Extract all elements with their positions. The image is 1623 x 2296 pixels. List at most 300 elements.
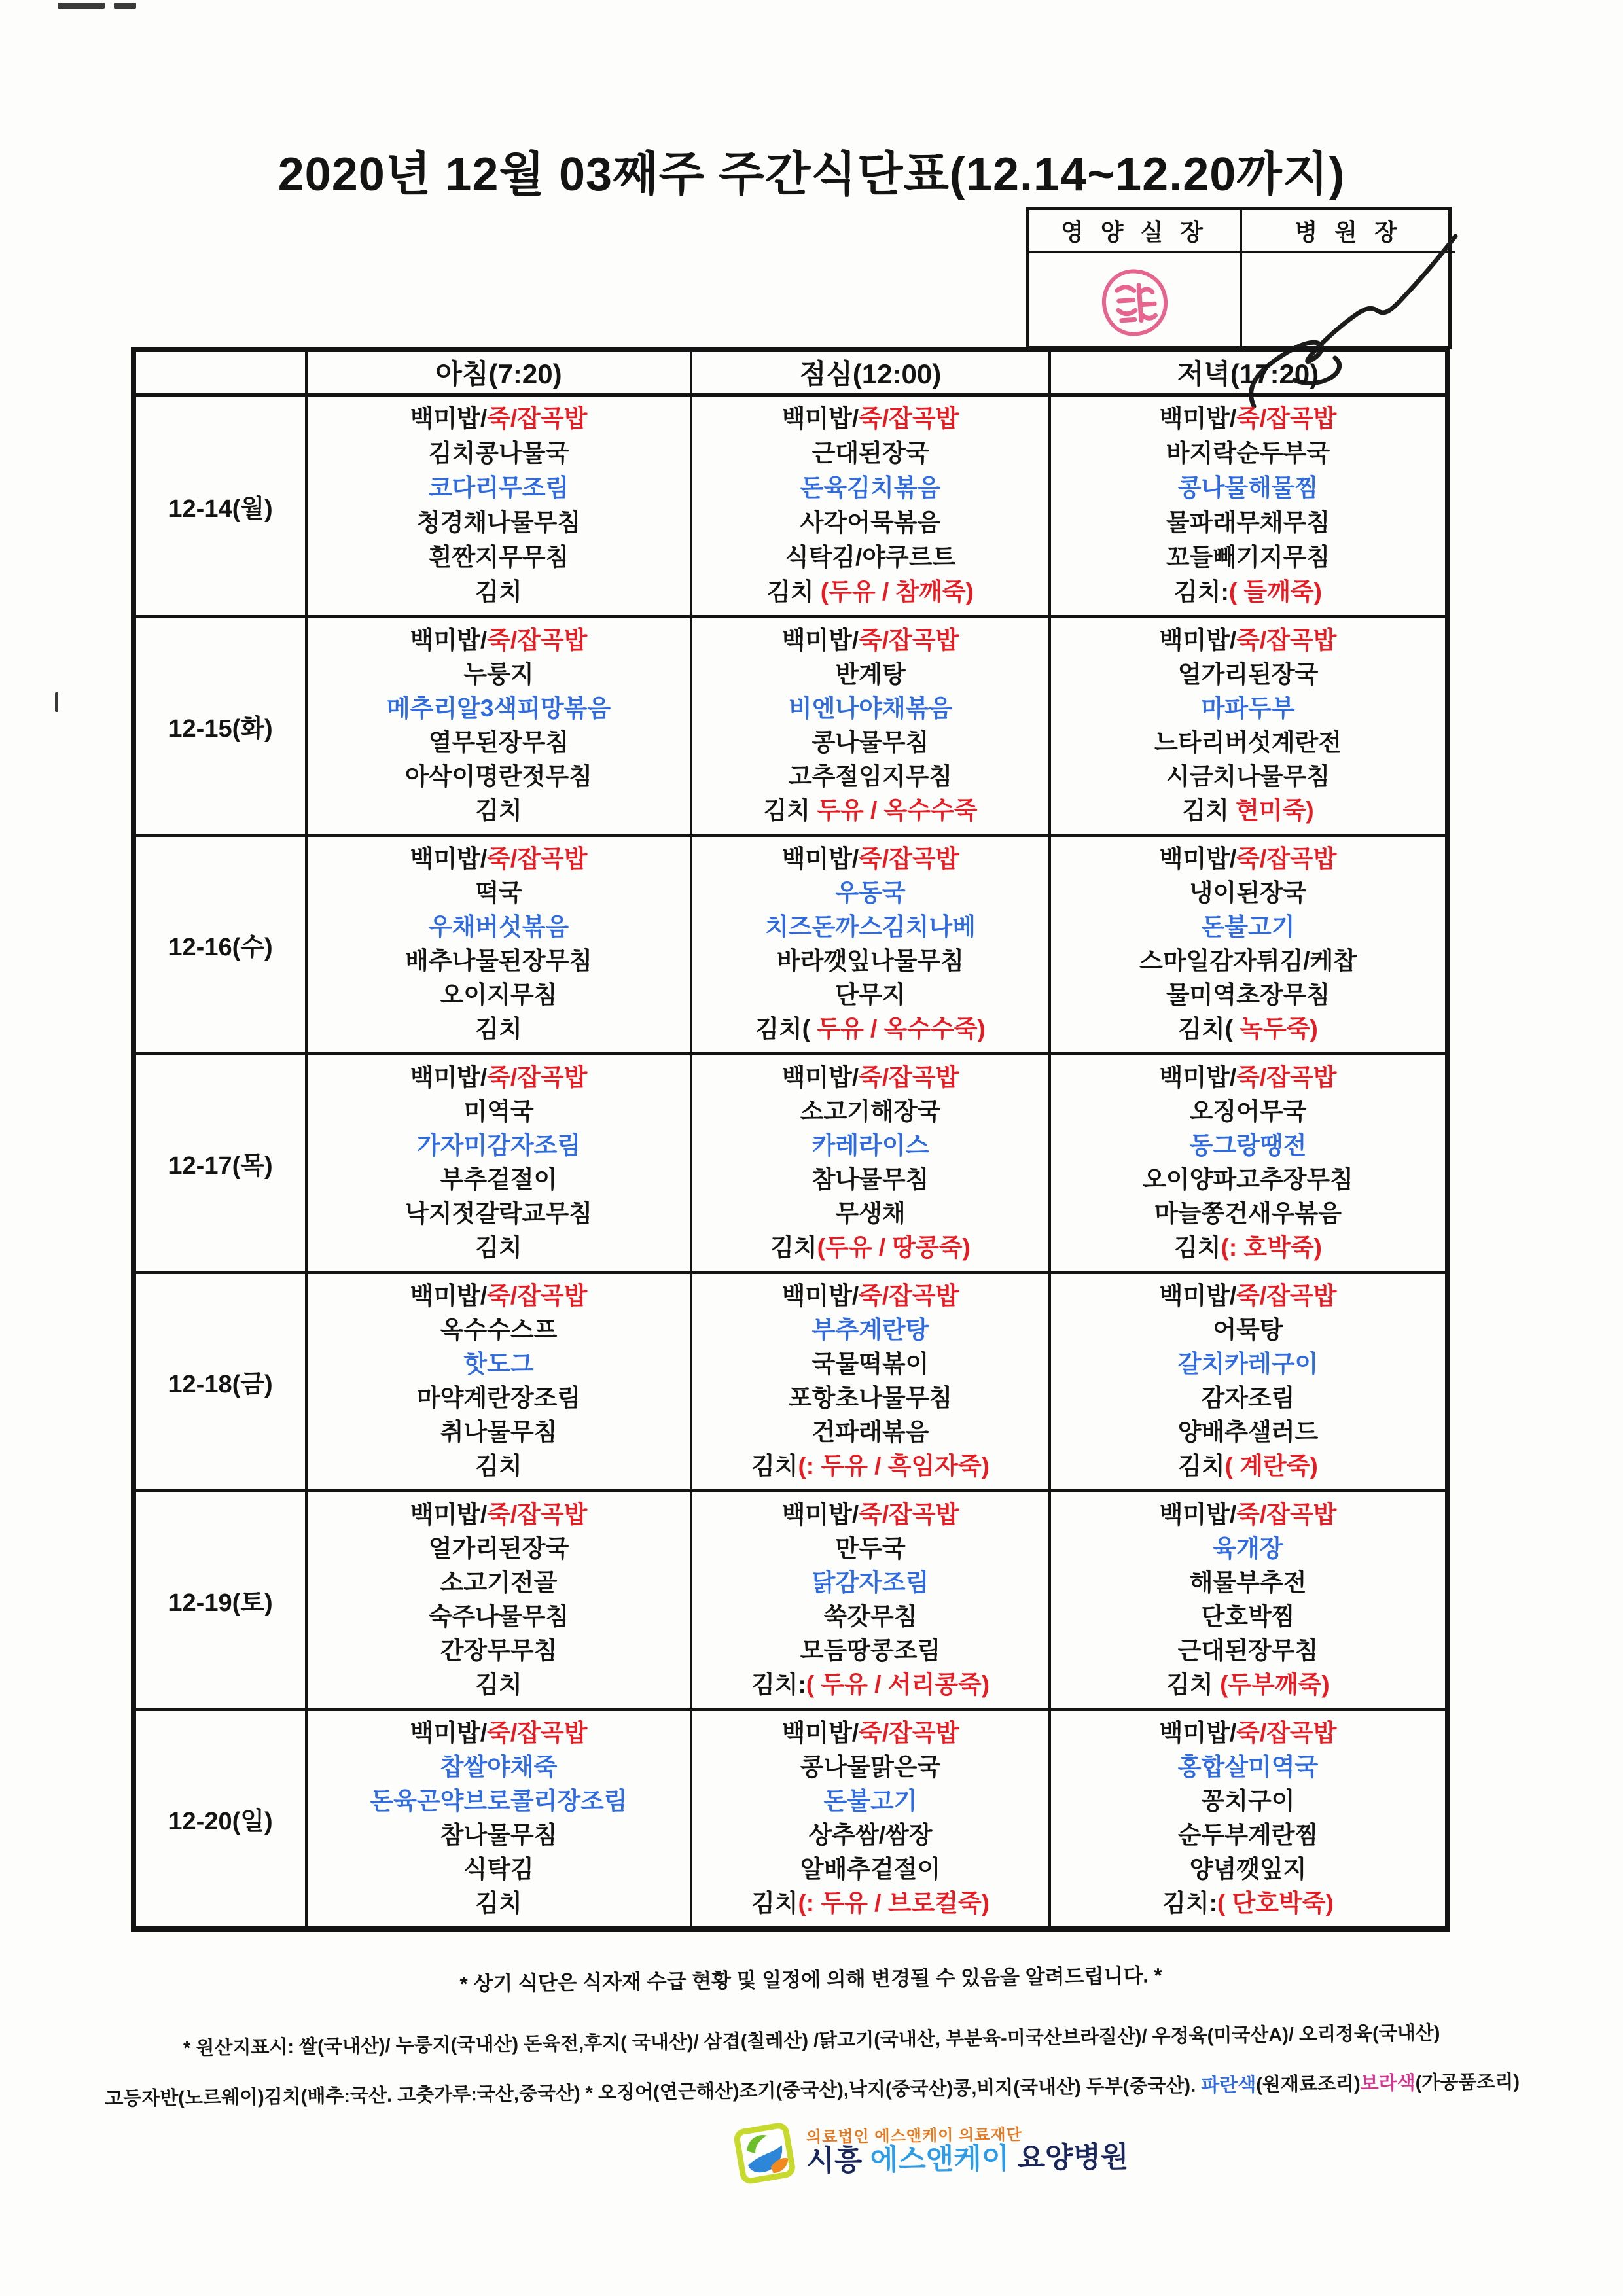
menu-item-text: 물미역초장무침 [1166,981,1330,1009]
menu-item-text: 백미밥/ [410,626,488,654]
logo-suffix: 요양병원 [1017,2140,1129,2174]
menu-item [1052,1099,1444,1125]
logo-brand: 에스앤케이 [870,2142,1010,2176]
menu-item [309,1099,688,1125]
meal-cell-lunch [690,1274,1048,1489]
menu-item [1052,580,1444,605]
menu-item [694,662,1047,688]
menu-item-text: 우동국 [835,879,906,906]
menu-item [309,1284,688,1309]
column-header-lunch: 점심(12:00) [690,352,1048,393]
menu-item [1052,510,1444,536]
menu-item [1052,662,1444,688]
menu-item-text: 백미밥/ [781,405,859,433]
menu-item-text: ( 들깨죽) [1228,578,1322,606]
menu-item-text: 마늘쫑건새우볶음 [1154,1200,1342,1227]
menu-item [694,1133,1047,1159]
meal-cell-lunch [690,1055,1048,1271]
menu-item-text: 김치 [475,797,522,824]
menu-item-text: 어묵탕 [1213,1316,1283,1343]
date-cell: 12-16(수) [168,934,273,961]
menu-item-text: 백미밥/ [1159,626,1237,654]
menu-item [694,510,1047,536]
menu-item-text: 마약계란장조림 [416,1385,581,1412]
menu-item [309,545,688,571]
menu-item [694,1755,1047,1780]
meal-cell-lunch [690,1711,1048,1926]
menu-table-rows [136,397,1445,1926]
date-cell: 12-19(토) [168,1589,273,1617]
menu-item [309,1318,688,1343]
day-row [136,1489,1445,1708]
footnote-3-part: 고등자반(노르웨이)김치(배추:국산. 고춧가루:국산,중국산) * 오징어(연근해산)조기(중국산),낙지(중국산)콩,비지(국내산) 두부(중국산). [105,2075,1202,2110]
meal-cell-lunch [690,618,1048,834]
menu-item [694,1502,1047,1528]
menu-item-text: 양념깻잎지 [1189,1856,1307,1883]
menu-item-text: 숙주나물무침 [428,1603,569,1631]
menu-item-text: 느타리버섯계란전 [1154,729,1342,756]
menu-item-text: 낙지젓갈락교무침 [405,1200,592,1227]
menu-item-text: (: 호박죽) [1221,1234,1322,1262]
menu-item-text: 백미밥/ [1159,1282,1237,1309]
menu-item [694,1318,1047,1343]
menu-item [694,1017,1047,1042]
menu-item [694,1823,1047,1848]
menu-item-text: 마파두부 [1201,694,1295,722]
menu-item-text: 백미밥/ [410,1282,488,1309]
logo-name [806,2142,1129,2176]
menu-item-text: 소고기전골 [440,1568,558,1596]
menu-item-text: 백미밥/ [781,1500,859,1528]
menu-item-text: (두부깨죽) [1220,1671,1330,1699]
menu-item-text: 콩나물맑은국 [800,1753,941,1780]
menu-item [309,1604,688,1630]
menu-item-text: 김치( [755,1016,810,1043]
menu-item-text: 미역국 [463,1097,534,1125]
menu-item-text: 백미밥/ [1159,845,1237,872]
date-cell: 12-14(월) [168,495,273,523]
day-row [136,397,1445,615]
menu-item [1052,1789,1444,1814]
footnote-3-part: (원재료조리) [1256,2073,1361,2096]
menu-item-text: 찹쌀야채죽 [440,1753,558,1780]
menu-item [309,730,688,756]
menu-item [694,1638,1047,1664]
menu-item-text: 시금치나물무침 [1166,763,1330,790]
menu-item-text: 흰짠지무무침 [428,544,569,571]
menu-item [1052,1420,1444,1445]
menu-item-text: 김치 [751,1890,798,1917]
menu-item [309,983,688,1008]
menu-item-text: 상추쌈/쌈장 [808,1822,933,1849]
menu-item-text: 콩나물해물찜 [1177,474,1319,502]
menu-item [309,915,688,940]
menu-item-text: 비엔나야채볶음 [788,694,953,722]
menu-item [309,696,688,722]
menu-item [694,628,1047,654]
date-cell: 12-18(금) [168,1371,273,1398]
menu-item [309,1201,688,1227]
date-cell: 12-15(화) [168,715,273,743]
approval-table [1026,207,1452,349]
menu-item [309,1352,688,1377]
menu-item-text: 근대된장국 [812,440,929,467]
menu-item [1052,1017,1444,1042]
menu-item [1052,1167,1444,1193]
menu-item-text: 백미밥/ [781,1063,859,1091]
footnote-2: * 원산지표시: 쌀(국내산)/ 누룽지(국내산) 돈육전,후지( 국내산)/ 삼겹(칠레산) /닭고기(국내산, 부분육-미국산브라질산)/ 우정육(미국산A)/ 오리정육(국내산) [183,2022,1440,2059]
menu-item-text: 알배추겉절이 [800,1856,941,1883]
menu-item-text: 김치: [751,1671,806,1699]
meal-cell-breakfast [305,397,690,615]
menu-item-text: 죽/잡곡밥 [487,1719,588,1746]
menu-item [694,881,1047,906]
menu-item [694,1454,1047,1479]
menu-item-text: 부추겉절이 [440,1166,558,1193]
menu-item [309,510,688,536]
meal-cell-lunch [690,837,1048,1052]
menu-item-text: 김치콩나물국 [428,440,569,467]
menu-item [309,1721,688,1746]
logo-icon [733,2121,796,2185]
menu-item-text: 열무된장무침 [428,729,569,756]
menu-item-text: 녹두죽) [1232,1016,1318,1043]
menu-item [1052,1570,1444,1596]
menu-item [1052,949,1444,974]
footnote-1: * 상기 식단은 식자재 수급 현황 및 일정에 의해 변경될 수 있음을 알려드립니다. * [459,1964,1162,1996]
menu-item-text: (두유 / 땅콩죽) [817,1234,971,1262]
menu-item [309,406,688,432]
menu-item-text: 만두국 [835,1534,906,1562]
menu-item [1052,1065,1444,1091]
menu-item-text: 김치 [475,1890,522,1917]
menu-item [309,847,688,872]
menu-table [131,347,1450,1932]
menu-item-text: 김치 [475,1016,522,1043]
menu-item [309,1133,688,1159]
menu-item [309,1755,688,1780]
menu-item-text: (두유 / 참깨죽) [820,578,974,606]
menu-item [1052,1201,1444,1227]
menu-item [309,580,688,605]
menu-item [694,1065,1047,1091]
menu-item-text: 단무지 [835,981,906,1009]
menu-item-text: 건파래볶음 [812,1419,929,1446]
menu-item-text: 백미밥/ [410,1500,488,1528]
menu-item [694,1789,1047,1814]
menu-item-text: 간장무무침 [440,1637,558,1665]
menu-item [309,798,688,824]
menu-item-text: 동그랑땡전 [1189,1131,1307,1159]
menu-item-text: 죽/잡곡밥 [1236,1500,1337,1528]
menu-item [694,1570,1047,1596]
menu-item-text: 바라깻잎나물무침 [777,947,964,975]
menu-item [309,476,688,501]
menu-item [1052,628,1444,654]
menu-item [694,580,1047,605]
menu-item-text: 김치: [1174,578,1229,606]
menu-item [309,628,688,654]
menu-item [1052,764,1444,790]
meal-cell-breakfast [305,618,690,834]
menu-item [309,1823,688,1848]
menu-item [694,1235,1047,1261]
day-row [136,1052,1445,1271]
meal-cell-dinner [1048,618,1445,834]
menu-item-text: 핫도그 [463,1350,534,1377]
menu-item-text: 부추계란탕 [812,1316,929,1343]
menu-item-text: 백미밥/ [1159,1063,1237,1091]
menu-item-text: 우채버섯볶음 [428,913,569,940]
menu-item-text: 두유 / 옥수수죽 [817,797,978,824]
menu-item-text: ( 두유 / 서리콩죽) [806,1671,990,1699]
page-title: 2020년 12월 03째주 주간식단표(12.14~12.20까지) [277,149,1346,201]
menu-item-text: 죽/잡곡밥 [1236,845,1337,872]
menu-item-text: 두유 / 옥수수죽) [810,1016,986,1043]
menu-item-text: 단호박찜 [1201,1603,1295,1631]
menu-item-text: 백미밥/ [410,1719,488,1746]
menu-item-text: 죽/잡곡밥 [487,845,588,872]
menu-item [309,1638,688,1664]
menu-item-text: 아삭이명란젓무침 [405,763,592,790]
menu-item-text: 가자미감자조림 [416,1131,581,1159]
column-header-breakfast: 아침(7:20) [305,352,690,393]
menu-item [1052,730,1444,756]
menu-item-text: 죽/잡곡밥 [1236,1063,1337,1091]
menu-item [1052,1235,1444,1261]
menu-item-text: 돈불고기 [1201,913,1295,940]
menu-item [1052,1721,1444,1746]
menu-item-text: 죽/잡곡밥 [1236,626,1337,654]
menu-item [694,1721,1047,1746]
menu-item-text: 김치 [475,1234,522,1262]
menu-item [694,1891,1047,1916]
menu-item-text: 치즈돈까스김치나베 [765,913,976,940]
menu-item-text: 오이양파고추장무침 [1143,1166,1353,1193]
menu-item [694,1857,1047,1882]
menu-item-text: 옥수수스프 [440,1316,558,1343]
meal-cell-breakfast [305,837,690,1052]
menu-item [694,545,1047,571]
menu-item [694,441,1047,467]
menu-item-text: 돈육김치볶음 [800,474,941,502]
day-row [136,615,1445,834]
menu-item [309,1386,688,1411]
menu-item [309,1065,688,1091]
logo-foundation: 의료법인 에스앤케이 의료재단 [806,2126,1022,2147]
day-row [136,834,1445,1052]
menu-item [1052,881,1444,906]
menu-item [309,1570,688,1596]
menu-item [309,1454,688,1479]
menu-item [309,1420,688,1445]
date-cell: 12-17(목) [168,1152,273,1180]
menu-item-text: 고추절임지무침 [788,763,953,790]
hospital-logo [733,2117,1129,2185]
menu-item-text: 식탁김 [463,1856,534,1883]
logo-text [806,2125,1129,2176]
menu-item [1052,1318,1444,1343]
menu-item [309,881,688,906]
meal-cell-breakfast [305,1274,690,1489]
menu-item-text: 김치 [475,578,522,606]
menu-item-text: 죽/잡곡밥 [859,1063,959,1091]
menu-item-text: 꽁치구이 [1201,1787,1295,1814]
menu-item-text: 냉이된장국 [1189,879,1307,906]
menu-item-text: 죽/잡곡밥 [859,626,959,654]
scan-artifact [55,692,58,712]
menu-item [1052,915,1444,940]
menu-item-text: 죽/잡곡밥 [1236,1719,1337,1746]
menu-item-text: 백미밥/ [781,626,859,654]
menu-item [309,1672,688,1698]
menu-item [309,1536,688,1562]
menu-item [694,1604,1047,1630]
menu-item-text: 얼가리된장국 [428,1534,569,1562]
menu-item-text: 식탁김/야쿠르트 [785,544,956,571]
menu-item-text: 백미밥/ [781,845,859,872]
menu-item-text: 무생채 [835,1200,906,1227]
menu-item-text: 김치 [1182,797,1236,824]
menu-item [309,1235,688,1261]
menu-item [1052,406,1444,432]
menu-item-text: ( 단호박죽) [1217,1890,1334,1917]
menu-item-text: 죽/잡곡밥 [487,1500,588,1528]
menu-item-text: 쑥갓무침 [823,1603,918,1631]
menu-item [309,1167,688,1193]
menu-item [694,476,1047,501]
menu-item [309,1017,688,1042]
menu-item-text: 코다리무조림 [428,474,569,502]
menu-item [1052,847,1444,872]
menu-item [1052,983,1444,1008]
menu-item-text: 양배추샐러드 [1177,1419,1319,1446]
menu-item-text: 참나물무침 [440,1822,558,1849]
menu-item [694,696,1047,722]
menu-item-text: 근대된장무침 [1177,1637,1319,1665]
menu-item [1052,476,1444,501]
menu-item [694,949,1047,974]
menu-item-text: 사각어묵볶음 [800,509,941,537]
column-header-dinner: 저녁(17:20) [1048,352,1445,393]
menu-item-text: 물파래무채무침 [1166,509,1330,537]
menu-item [1052,1352,1444,1377]
meal-cell-dinner [1048,1492,1445,1708]
menu-item [1052,1823,1444,1848]
menu-item-text: 포항초나물무침 [788,1385,953,1412]
menu-item-text: 죽/잡곡밥 [859,405,959,433]
menu-table-header [136,352,1445,397]
day-row [136,1271,1445,1489]
meal-cell-dinner [1048,1274,1445,1489]
meal-cell-breakfast [305,1711,690,1926]
footnote-3-part: 파란색 [1201,2074,1257,2096]
menu-item-text: 김치 [751,1453,798,1480]
director-signature-cell [1242,253,1455,346]
menu-item-text: 죽/잡곡밥 [487,626,588,654]
menu-item [309,662,688,688]
menu-item [694,1536,1047,1562]
menu-item-text: 모듬땅콩조림 [800,1637,941,1665]
menu-item [309,1789,688,1814]
meal-cell-dinner [1048,397,1445,615]
menu-item-text: 백미밥/ [410,845,488,872]
menu-item-text: 죽/잡곡밥 [859,845,959,872]
menu-item-text: 메추리알3색피망볶음 [386,694,611,722]
menu-item-text: 꼬들빼기지무침 [1166,544,1330,571]
menu-item-text: (: 두유 / 브로컬죽) [798,1890,990,1917]
nutrition-stamp-cell [1029,253,1242,346]
menu-item [1052,1536,1444,1562]
menu-item-text: 돈육곤약브로콜리장조림 [370,1787,628,1814]
menu-item-text: 콩나물무침 [812,729,929,756]
menu-item [1052,696,1444,722]
meal-cell-lunch [690,397,1048,615]
menu-item [1052,1454,1444,1479]
scan-artifact [114,3,136,9]
menu-item-text: 백미밥/ [781,1719,859,1746]
menu-item-text: 참나물무침 [812,1166,929,1193]
corner-cell [136,352,305,393]
stamp-icon [1097,265,1172,340]
menu-item-text: 현미죽) [1236,797,1314,824]
menu-item [309,441,688,467]
menu-item-text: 김치 [475,1453,522,1480]
menu-item [1052,1891,1444,1916]
menu-item-text: 김치 [475,1671,522,1699]
menu-item-text: 죽/잡곡밥 [859,1282,959,1309]
menu-item-text: 김치 [1178,1453,1225,1480]
menu-item-text: 감자조림 [1201,1385,1295,1412]
menu-item-text: 배추나물된장무침 [405,947,592,975]
footnote-3-part: 보라색 [1360,2072,1416,2094]
menu-item [694,915,1047,940]
approval-header-director: 병 원 장 [1242,210,1455,253]
scan-artifact [58,3,105,9]
meal-cell-breakfast [305,1492,690,1708]
menu-item-text: 육개장 [1213,1534,1283,1562]
menu-item-text: 죽/잡곡밥 [487,405,588,433]
menu-item [694,1352,1047,1377]
menu-item-text: 카레라이스 [812,1131,929,1159]
menu-item-text: 소고기해장국 [800,1097,941,1125]
date-cell: 12-20(일) [168,1808,273,1835]
menu-item-text: 스마일감자튀김/케찹 [1139,947,1357,975]
menu-item-text: 백미밥/ [1159,1719,1237,1746]
menu-item-text: 죽/잡곡밥 [1236,405,1337,433]
menu-item-text: 국물떡볶이 [812,1350,929,1377]
menu-item-text: (: 두유 / 흑임자죽) [798,1453,990,1480]
menu-item-text: 죽/잡곡밥 [859,1500,959,1528]
menu-item [1052,1638,1444,1664]
menu-item [694,1672,1047,1698]
menu-item-text: 죽/잡곡밥 [487,1282,588,1309]
day-row [136,1708,1445,1926]
menu-item [1052,1133,1444,1159]
meal-cell-dinner [1048,1711,1445,1926]
menu-item-text: 김치 [767,578,821,606]
menu-item [309,949,688,974]
menu-item-text: 김치: [1162,1890,1217,1917]
menu-item-text: 닭감자조림 [812,1568,929,1596]
menu-item [309,1891,688,1916]
menu-item-text: 홍합살미역국 [1177,1753,1319,1780]
menu-item-text: 누룽지 [463,660,534,688]
logo-city: 시흥 [806,2144,863,2177]
approval-header-nutrition: 영 양 실 장 [1029,210,1242,253]
menu-item-text: 바지락순두부국 [1166,440,1330,467]
menu-item-text: 청경채나물무침 [416,509,581,537]
